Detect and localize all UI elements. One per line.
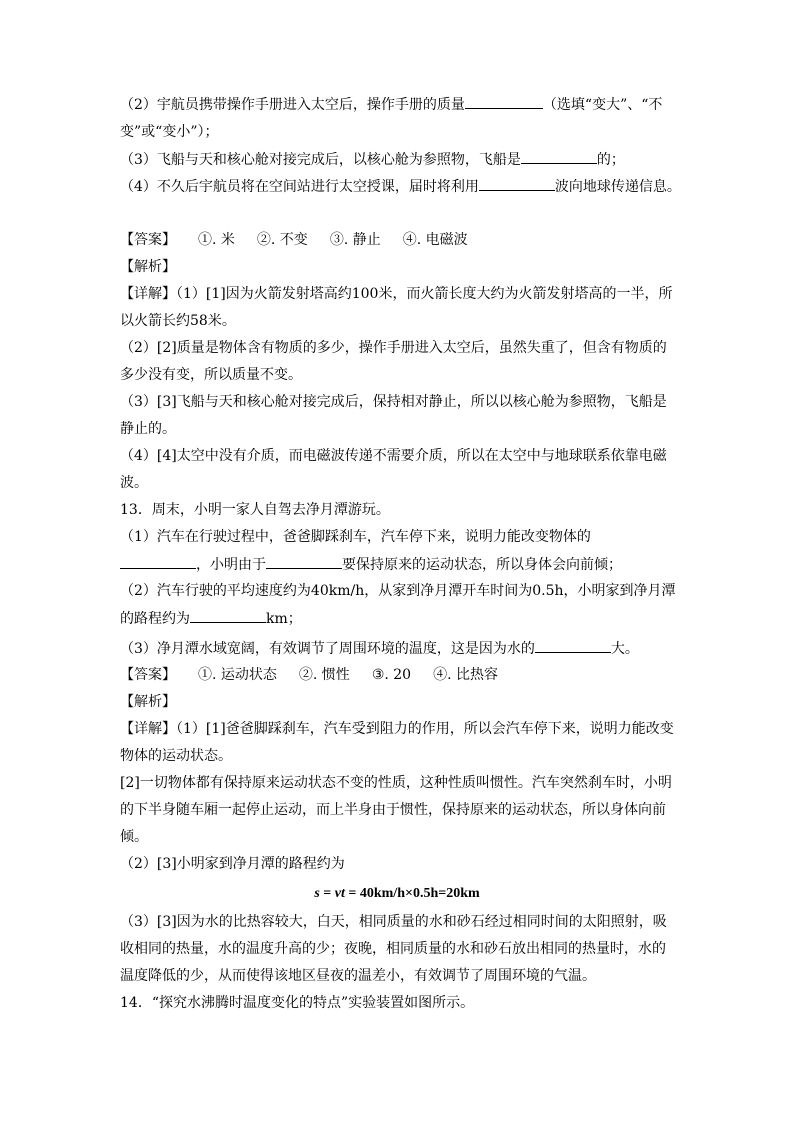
q13-part1-line2 xyxy=(120,554,622,574)
formula-eq: = xyxy=(319,886,335,901)
q13-part2-unit: km； xyxy=(266,611,302,627)
answer-item: ①. 运动状态 xyxy=(198,667,277,683)
q12-part2-text: （2）宇航员携带操作手册进入太空后，操作手册的质量 xyxy=(120,97,465,113)
q12-part4-text: （4）不久后宇航员将在空间站进行太空授课，届时将利用 xyxy=(120,179,479,195)
q12-part4 xyxy=(120,176,681,196)
q12-part3 xyxy=(120,149,625,169)
answer-blank xyxy=(120,554,196,569)
q12-part2-line1 xyxy=(120,94,662,114)
answer-blank xyxy=(190,608,266,623)
q12-answer xyxy=(120,230,468,250)
q13-detail-line: 倾。 xyxy=(120,829,148,845)
answer-blank xyxy=(266,554,342,569)
q12-detail-line: （3）[3]飞船与天和核心舱对接完成后，保持相对静止，所以以核心舱为参照物，飞船是 xyxy=(120,394,667,410)
q12-part3-text: （3）飞船与天和核心舱对接完成后，以核心舱为参照物，飞船是 xyxy=(120,152,521,168)
q13-part2-line1: （2）汽车行驶的平均速度约为40km/h，从家到净月潭开车时间为0.5h，小明家到净月潭 xyxy=(120,583,676,599)
q13-detail-line: （2）[3]小明家到净月潭的路程约为 xyxy=(120,856,345,872)
q13-part2-text: 的路程约为 xyxy=(120,611,190,627)
q13-detail-line: （3）[3]因为水的比热容较大，白天，相同质量的水和砂石经过相同时间的太阳照射，吸 xyxy=(120,914,667,930)
q13-detail-line: [2]一切物体都有保持原来运动状态不变的性质，这种性质叫惯性。汽车突然刹车时，小明 xyxy=(120,775,672,791)
q12-part2-options: （选填“变大”、“不 xyxy=(542,97,663,113)
answer-blank xyxy=(479,176,555,191)
answer-blank xyxy=(521,149,597,164)
q12-detail-line: （4）[4]太空中没有介质，而电磁波传递不需要介质，所以在太空中与地球联系依靠电磁 xyxy=(120,448,667,464)
q13-part3-end: 大。 xyxy=(610,641,639,657)
answer-label: 【答案】 xyxy=(120,667,176,683)
q13-detail-line: 的下半身随车厢一起停止运动，而上半身由于惯性，保持原来的运动状态，所以身体向前 xyxy=(120,802,666,818)
q13-part3 xyxy=(120,638,639,658)
answer-item: ④. 电磁波 xyxy=(402,232,468,248)
answer-item: ③. 20 xyxy=(371,667,412,683)
q13-part1-line1: （1）汽车在行驶过程中，爸爸脚踩刹车，汽车停下来，说明力能改变物体的 xyxy=(120,529,591,545)
q12-part2-options-end: 变”或“变小”）； xyxy=(120,124,219,140)
answer-blank xyxy=(465,94,543,109)
q12-part3-end: 的； xyxy=(596,152,625,168)
answer-blank xyxy=(535,638,611,653)
q13-analysis-label: 【解析】 xyxy=(120,694,176,710)
q12-analysis-label: 【解析】 xyxy=(120,259,176,275)
q13-detail-line: 物体的运动状态。 xyxy=(120,748,232,764)
q12-part2-line2 xyxy=(120,122,218,142)
q13-stem: 13．周末，小明一家人自驾去净月潭游玩。 xyxy=(120,502,390,518)
q12-detail-line: 【详解】（1）[1]因为火箭发射塔高约100米，而火箭长度大约为火箭发射塔高的一半，所 xyxy=(120,286,673,302)
answer-item: ①. 米 xyxy=(198,232,235,248)
q12-detail-line: 静止的。 xyxy=(120,421,176,437)
q13-part1-end: 要保持原来的运动状态，所以身体会向前倾； xyxy=(342,557,622,573)
q13-answer xyxy=(120,665,498,685)
formula-var: v xyxy=(334,886,341,901)
answer-item: ④. 比热容 xyxy=(433,667,498,683)
q12-detail-line: （2）[2]质量是物体含有物质的多少，操作手册进入太空后，虽然失重了，但含有物质的 xyxy=(120,340,667,356)
answer-item: ②. 惯性 xyxy=(298,667,350,683)
formula-var: t xyxy=(340,886,345,901)
q12-detail-line: 多少没有变，所以质量不变。 xyxy=(120,367,302,383)
q13-detail-line: 收相同的热量，水的温度升高的少；夜晚，相同质量的水和砂石放出相同的热量时，水的 xyxy=(120,941,666,957)
q13-part2-line2 xyxy=(120,608,302,628)
q13-detail-line: 温度降低的少，从而使得该地区昼夜的温差小，有效调节了周围环境的气温。 xyxy=(120,968,596,984)
q12-detail-line: 波。 xyxy=(120,475,148,491)
q13-formula xyxy=(0,884,794,904)
q13-part3-text: （3）净月潭水域宽阔，有效调节了周围环境的温度，这是因为水的 xyxy=(120,641,535,657)
answer-item: ③. 静止 xyxy=(329,232,381,248)
q14-stem: 14．“探究水沸腾时温度变化的特点”实验装置如图所示。 xyxy=(120,995,475,1011)
answer-label: 【答案】 xyxy=(120,232,176,248)
formula-var: s xyxy=(314,886,320,901)
formula-rest: = 40km/h×0.5h=20km xyxy=(344,886,480,901)
q13-part1-text: ，小明由于 xyxy=(196,557,266,573)
q12-detail-line: 以火箭长约58米。 xyxy=(120,313,236,329)
q12-part4-end: 波向地球传递信息。 xyxy=(554,179,681,195)
q13-detail-line: 【详解】（1）[1]爸爸脚踩刹车，汽车受到阻力的作用，所以会汽车停下来，说明力能改变 xyxy=(120,721,674,737)
answer-item: ②. 不变 xyxy=(256,232,308,248)
